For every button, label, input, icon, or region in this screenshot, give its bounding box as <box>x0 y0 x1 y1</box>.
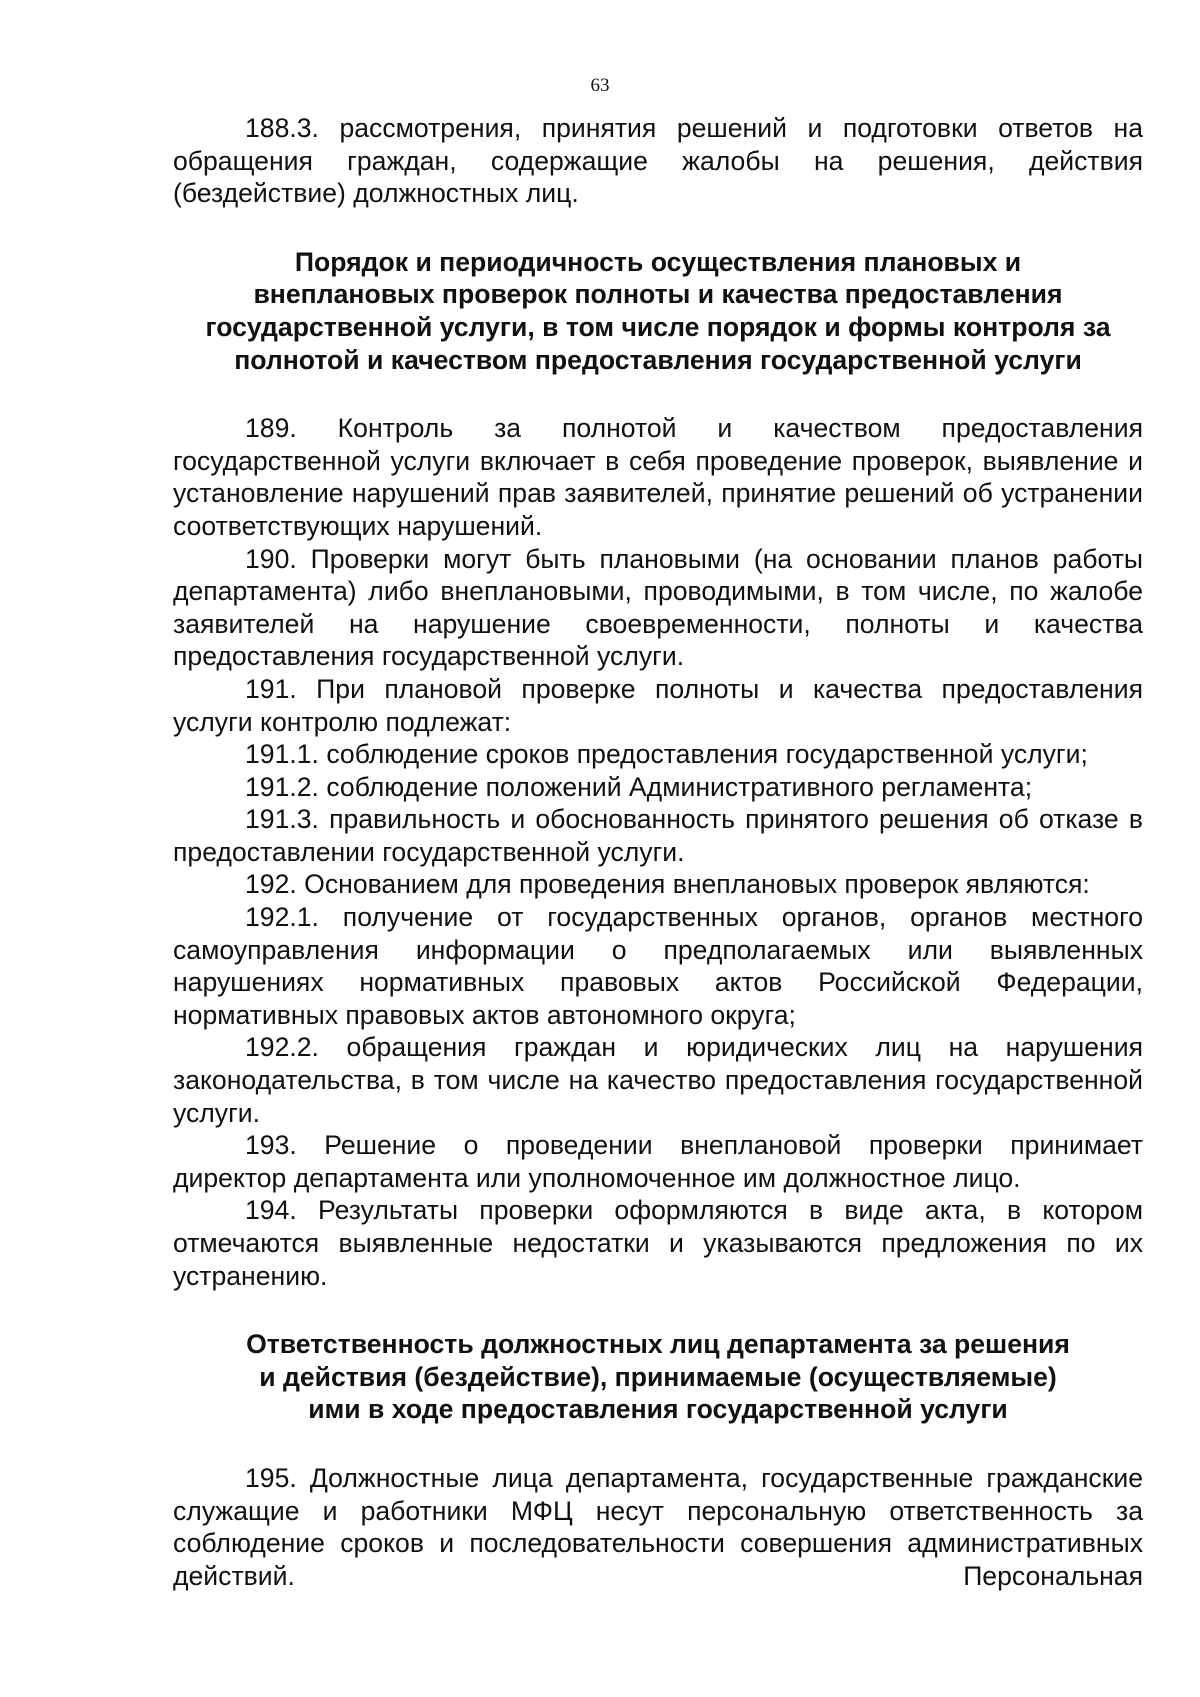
paragraph: 190. Проверки могут быть плановыми (на основании планов работы департамента) либо внеплановыми, проводимыми, в том числе, по жалобе заявителей на нарушение своевременности, полноты и качества предоставления государственной услуги. <box>173 543 1143 672</box>
document-body <box>173 112 1143 1592</box>
paragraph: 192.1. получение от государственных органов, органов местного самоуправления информации о предполагаемых или выявленных нарушениях нормативных правовых актов Российской Федерации, нормативных правовых актов автономного округа; <box>173 902 1143 1030</box>
paragraph: 191.1. соблюдение сроков предоставления государственной услуги; <box>245 739 1088 770</box>
paragraph: 191. При плановой проверке полноты и качества предоставления услуги контролю подлежат: <box>173 673 1143 737</box>
heading-line: ими в ходе предоставления государственной услуги <box>308 1394 1008 1425</box>
paragraph: 188.3. рассмотрения, принятия решений и подготовки ответов на обращения граждан, содержащие жалобы на решения, действия (бездействие) должностных лиц. <box>173 113 1143 209</box>
paragraph: 195. Должностные лица департамента, государственные гражданские служащие и работники МФЦ несут персональную ответственность за соблюдение сроков и последовательности совершения административных действий. Персональная <box>173 1462 1143 1591</box>
heading-line: внеплановых проверок полноты и качества предоставления <box>253 279 1063 310</box>
paragraph: 191.2. соблюдение положений Административного регламента; <box>245 771 1033 802</box>
paragraph: 192.2. обращения граждан и юридических лиц на нарушения законодательства, в том числе на качество предоставления государственной услуги. <box>173 1032 1143 1128</box>
heading-line: и действия (бездействие), принимаемые (осуществляемые) <box>259 1361 1057 1392</box>
paragraph: 192. Основанием для проведения внеплановых проверок являются: <box>245 869 1090 900</box>
heading-line: Ответственность должностных лиц департамента за решения <box>246 1329 1070 1360</box>
section-heading <box>173 1328 1143 1426</box>
paragraph: 193. Решение о проведении внеплановой проверки принимает директор департамента или уполномоченное им должностное лицо. <box>173 1130 1143 1193</box>
page-number: 63 <box>590 75 610 96</box>
heading-line: Порядок и периодичность осуществления плановых и <box>294 246 1022 277</box>
paragraph: 194. Результаты проверки оформляются в виде акта, в котором отмечаются выявленные недостатки и указываются предложения по их устранению. <box>173 1195 1143 1291</box>
paragraph: 189. Контроль за полнотой и качеством предоставления государственной услуги включает в себя проведение проверок, выявление и установление нарушений прав заявителей, принятие решений об устранении соответствующих нарушений. <box>173 413 1143 541</box>
paragraph: 191.3. правильность и обоснованность принятого решения об отказе в предоставлении государственной услуги. <box>173 804 1143 867</box>
heading-line: государственной услуги, в том числе порядок и формы контроля за <box>205 311 1111 342</box>
section-heading <box>173 246 1143 376</box>
heading-line: полнотой и качеством предоставления государственной услуги <box>234 344 1082 375</box>
